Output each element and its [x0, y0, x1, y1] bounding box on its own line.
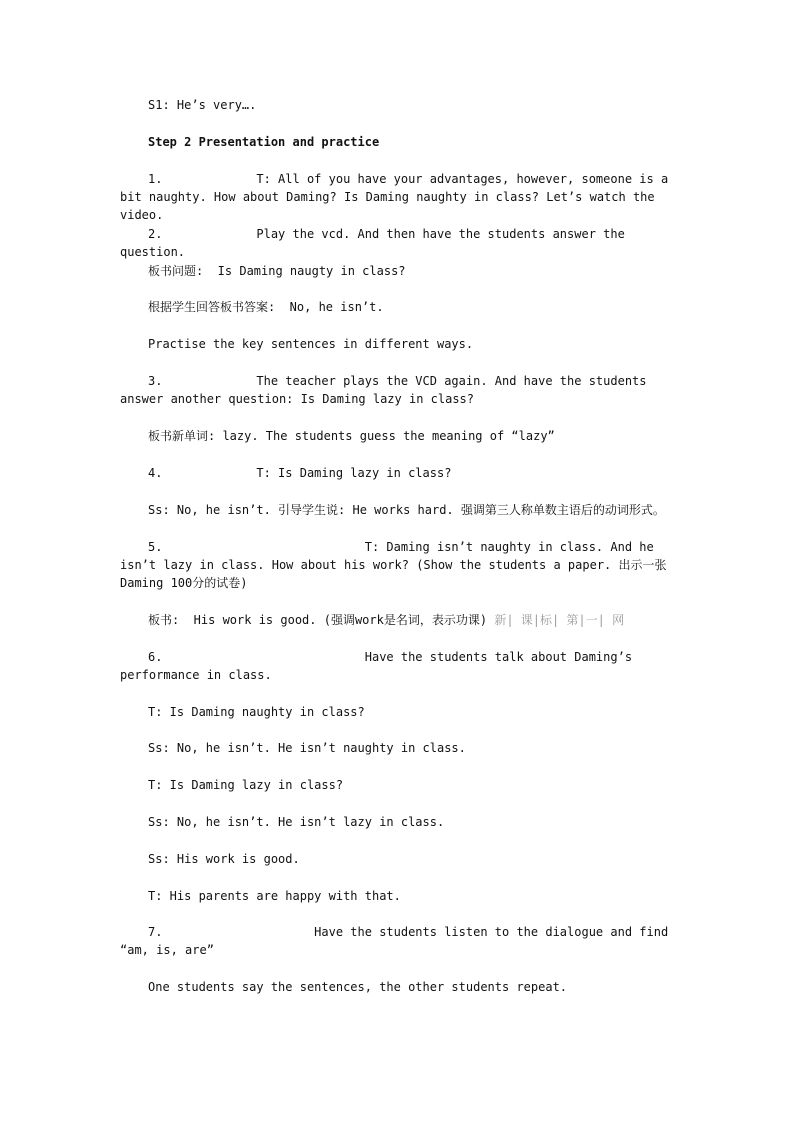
- step-item-6: 6. Have the students talk about Daming’s performance in class.: [120, 650, 640, 682]
- practice-note: Practise the key sentences in different ways.: [148, 337, 474, 351]
- step-item-3: 3. The teacher plays the VCD again. And have the students answer another question: Is Daming lazy in class?: [120, 374, 654, 406]
- dialogue-line-ss1: Ss: No, he isn’t. He isn’t naughty in class.: [148, 741, 466, 755]
- dialogue-line-ss2: Ss: No, he isn’t. He isn’t lazy in class.: [148, 815, 445, 829]
- students-answer-guidance: Ss: No, he isn’t. 引导学生说: He works hard. 强调第三人称单数主语后的动词形式。: [148, 503, 665, 517]
- board-work-note: [120, 611, 676, 629]
- dialogue-line-t1: T: Is Daming naughty in class?: [148, 705, 365, 719]
- step-item-1: 1. T: All of you have your advantages, however, someone is a bit naughty. How about Daming? Is Daming naughty in class? Let’s watch the video.: [120, 172, 676, 222]
- board-question: 板书问题: Is Daming naugty in class?: [148, 264, 406, 278]
- dialogue-line-s1: S1: He’s very….: [148, 98, 257, 112]
- step-item-4: 4. T: Is Daming lazy in class?: [148, 466, 452, 480]
- dialogue-line-t2: T: Is Daming lazy in class?: [148, 778, 344, 792]
- board-answer: 根据学生回答板书答案: No, he isn’t.: [148, 300, 384, 314]
- dialogue-line-t3: T: His parents are happy with that.: [148, 889, 401, 903]
- step-item-2: 2. Play the vcd. And then have the students answer the question.: [120, 227, 633, 259]
- step-item-7: 7. Have the students listen to the dialogue and find “am, is, are”: [120, 925, 676, 957]
- board-new-word: 板书新单词: lazy. The students guess the meaning of “lazy”: [148, 429, 555, 443]
- watermark-text: 新| 课|标| 第|一| 网: [494, 613, 625, 627]
- dialogue-line-ss3: Ss: His work is good.: [148, 852, 300, 866]
- step-item-5: 5. T: Daming isn’t naughty in class. And he isn’t lazy in class. How about his work? (Show the students a paper. 出示一张Daming 100分的试卷): [120, 540, 667, 590]
- board-work-text: 板书: His work is good. (强调work是名词，表示功课): [148, 613, 488, 627]
- section-heading-step2: Step 2 Presentation and practice: [148, 135, 380, 149]
- repeat-note: One students say the sentences, the other students repeat.: [148, 980, 568, 994]
